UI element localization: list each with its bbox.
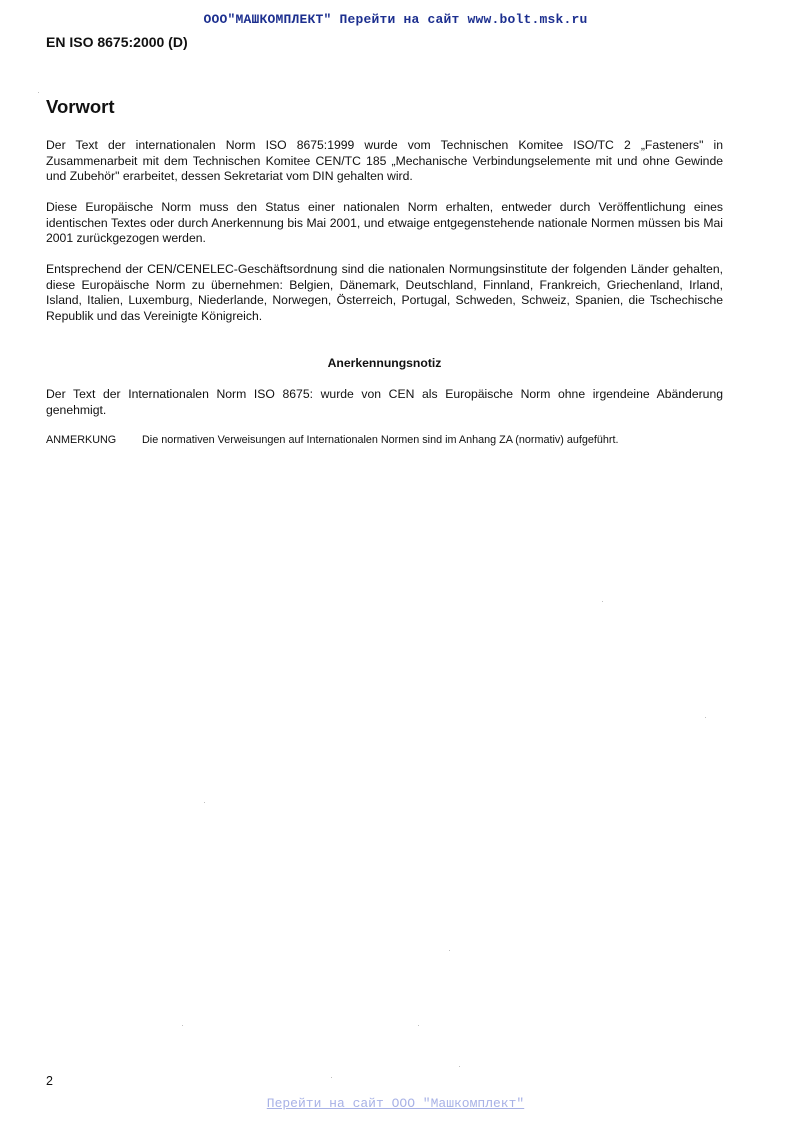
foreword-paragraph: Diese Europäische Norm muss den Status einer nationalen Norm erhalten, entweder durch Veröffentlichung eines identischen Textes oder durch Anerkennung bis Mai 2001, und etwaige entgegenstehende nationale Normen müssen bis Mai 2001 zurückgezogen werden. [46,200,723,246]
section-title-foreword: Vorwort [46,96,115,117]
note [46,433,746,447]
top-banner-link[interactable]: ООО"МАШКОМПЛЕКТ" Перейти на сайт www.bolt.msk.ru [203,12,588,27]
foreword-paragraph: Entsprechend der CEN/CENELEC-Geschäftsordnung sind die nationalen Normungsinstitute der folgenden Länder gehalten, diese Europäische Norm zu übernehmen: Belgien, Dänemark, Deutschland, Finnland, Frankreich, Griechenland, Irland, Island, Italien, Luxemburg, Niederlande, Norwegen, Österreich, Portugal, Schweden, Schweiz, Spanien, die Tschechische Republik und das Vereinigte Königreich. [46,262,723,324]
scan-speck [418,1025,419,1026]
scan-speck [331,1077,332,1078]
note-text: Die normativen Verweisungen auf Internationalen Normen sind im Anhang ZA (normativ) aufgeführt. [142,434,619,446]
page-number: 2 [46,1074,53,1088]
bottom-site-link[interactable]: Перейти на сайт ООО "Машкомплект" [266,1096,525,1111]
scan-speck [204,802,205,803]
scan-speck [602,601,603,602]
scan-speck [449,950,450,951]
scan-speck [182,1025,183,1026]
document-id: EN ISO 8675:2000 (D) [46,34,188,50]
note-label: ANMERKUNG [46,434,117,446]
endorsement-title: Anerkennungsnotiz [327,356,442,370]
scan-speck [459,1066,460,1067]
scan-speck [705,717,706,718]
foreword-paragraph: Der Text der internationalen Norm ISO 8675:1999 wurde vom Technischen Komitee ISO/TC 2 „Fasteners" in Zusammenarbeit mit dem Technischen Komitee CEN/TC 185 „Mechanische Verbindungselemente mit und ohne Gewinde und Zubehör" erarbeitet, dessen Sekretariat vom DIN gehalten wird. [46,138,723,184]
scan-speck [38,92,39,93]
endorsement-text: Der Text der Internationalen Norm ISO 8675: wurde von CEN als Europäische Norm ohne irgendeine Abänderung genehmigt. [46,387,723,417]
